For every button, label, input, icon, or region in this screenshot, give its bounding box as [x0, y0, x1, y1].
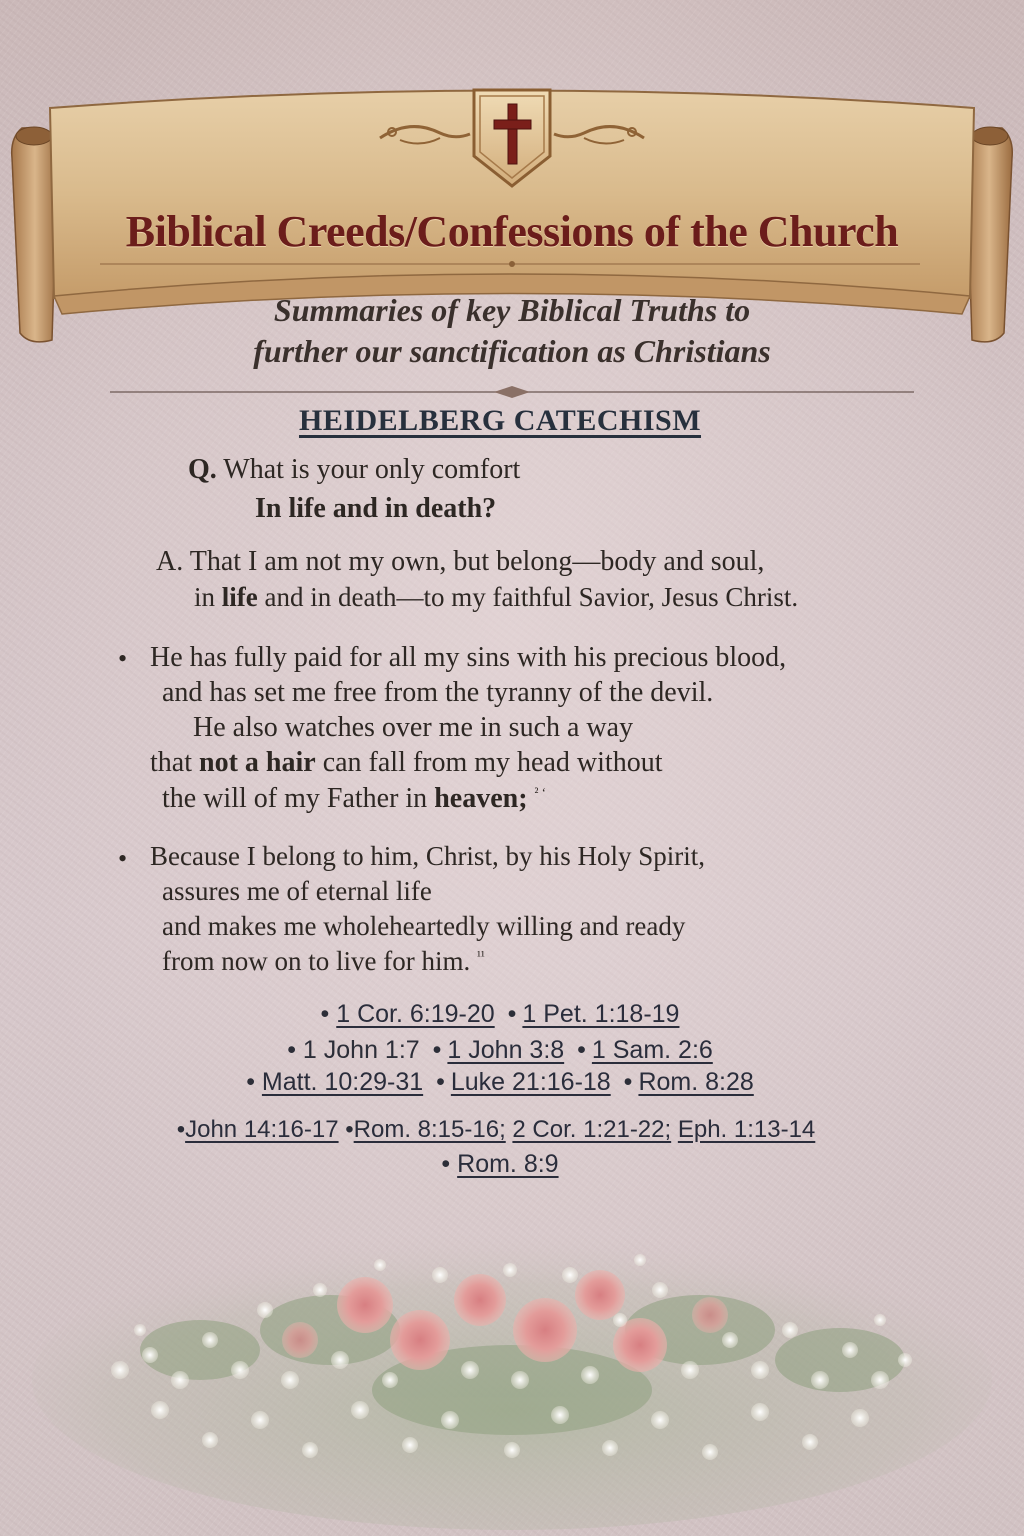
- answer-bold-text: life: [221, 582, 258, 612]
- ornamental-divider: [110, 386, 914, 398]
- ref-bullet: •: [623, 1068, 633, 1096]
- ref-bullet: •: [436, 1068, 445, 1096]
- references-row-2: [0, 1036, 1000, 1065]
- ref-link[interactable]: Rom. 8:28: [638, 1068, 754, 1096]
- bullet1-bold-text: not a hair: [199, 747, 316, 778]
- bullet1-text-end: can fall from my head without: [315, 747, 663, 778]
- ref-link[interactable]: 1 Pet. 1:18-19: [522, 1000, 680, 1028]
- bullet1-line-2: and has set me free from the tyranny of the devil.: [162, 677, 714, 708]
- bullet-marker: •: [118, 844, 128, 873]
- footnote-mark: ² ‘: [534, 784, 546, 800]
- subtitle-emphasis: Christians: [633, 333, 771, 369]
- answer-line-2: [194, 582, 798, 613]
- answer-text-end: and in death—to my faithful Savior, Jesus Christ.: [257, 582, 799, 612]
- ref-bullet: •: [507, 1000, 517, 1028]
- bullet1-text-5: the will of my Father in: [162, 783, 435, 814]
- cross-shield-icon: [470, 86, 554, 190]
- answer-line-1: A. That I am not my own, but belong—body and soul,: [156, 546, 765, 577]
- ref-bullet: •: [441, 1150, 451, 1178]
- ref-link[interactable]: Eph. 1:13-14: [677, 1116, 816, 1143]
- references-row-4: [0, 1116, 992, 1144]
- bullet1-line-5: [162, 783, 546, 815]
- bullet2-line-4: [162, 946, 485, 977]
- ref-link[interactable]: 2 Cor. 1:21-22;: [512, 1116, 672, 1143]
- ref-bullet: •: [577, 1036, 586, 1064]
- question-marker: Q.: [188, 454, 217, 485]
- ref-bullet: •: [320, 1000, 330, 1028]
- section-title: HEIDELBERG CATECHISM: [298, 404, 702, 437]
- question-line-2: In life and in death?: [255, 493, 497, 524]
- ref-text: 1 John 1:7: [302, 1036, 420, 1064]
- ref-link[interactable]: Matt. 10:29-31: [261, 1068, 424, 1096]
- ref-bullet: •: [345, 1116, 354, 1143]
- ref-link[interactable]: John 14:16-17: [185, 1116, 339, 1143]
- ref-link[interactable]: Rom. 8:9: [457, 1150, 559, 1178]
- references-row-3: [0, 1068, 1000, 1097]
- ref-bullet: •: [287, 1036, 296, 1064]
- bullet-marker: •: [118, 644, 128, 673]
- bullet1-line-3: He also watches over me in such a way: [193, 712, 634, 743]
- ref-bullet: •: [246, 1068, 255, 1096]
- bullet1-line-4: [150, 747, 662, 779]
- ref-link[interactable]: Rom. 8:15-16;: [353, 1116, 506, 1143]
- question-line-1: [188, 454, 520, 486]
- banner-title: Biblical Creeds/Confessions of the Church: [125, 207, 899, 256]
- subtitle-line-2-text: further our sanctification as: [253, 333, 634, 369]
- references-row-1: [0, 1000, 1000, 1029]
- bullet2-line-1: Because I belong to him, Christ, by his Holy Spirit,: [150, 841, 705, 871]
- references-row-5: [0, 1150, 1000, 1179]
- subtitle-line-1: Summaries of key Biblical Truths to: [273, 292, 751, 328]
- ref-link[interactable]: Luke 21:16-18: [450, 1068, 611, 1096]
- ref-link[interactable]: 1 Cor. 6:19-20: [336, 1000, 495, 1028]
- bullet2-text: from now on to live for him.: [162, 946, 471, 976]
- answer-text: in: [194, 582, 222, 612]
- bullet1-line-1: He has fully paid for all my sins with his precious blood,: [150, 642, 787, 673]
- bullet2-line-3: and makes me wholeheartedly willing and ready: [162, 911, 686, 941]
- ref-link[interactable]: 1 John 3:8: [447, 1036, 565, 1064]
- subtitle-line-2: [0, 333, 1024, 370]
- ref-bullet: •: [176, 1116, 186, 1143]
- footnote-mark: ¹¹: [476, 948, 485, 963]
- bullet2-line-2: assures me of eternal life: [162, 876, 432, 906]
- ref-link[interactable]: 1 Sam. 2:6: [591, 1036, 713, 1064]
- ref-bullet: •: [432, 1036, 442, 1064]
- question-text: What is your only comfort: [223, 454, 521, 485]
- bullet1-text: that: [150, 747, 199, 778]
- flower-bed-illustration: [0, 1180, 1024, 1536]
- bullet1-bold-heaven: heaven;: [434, 783, 528, 814]
